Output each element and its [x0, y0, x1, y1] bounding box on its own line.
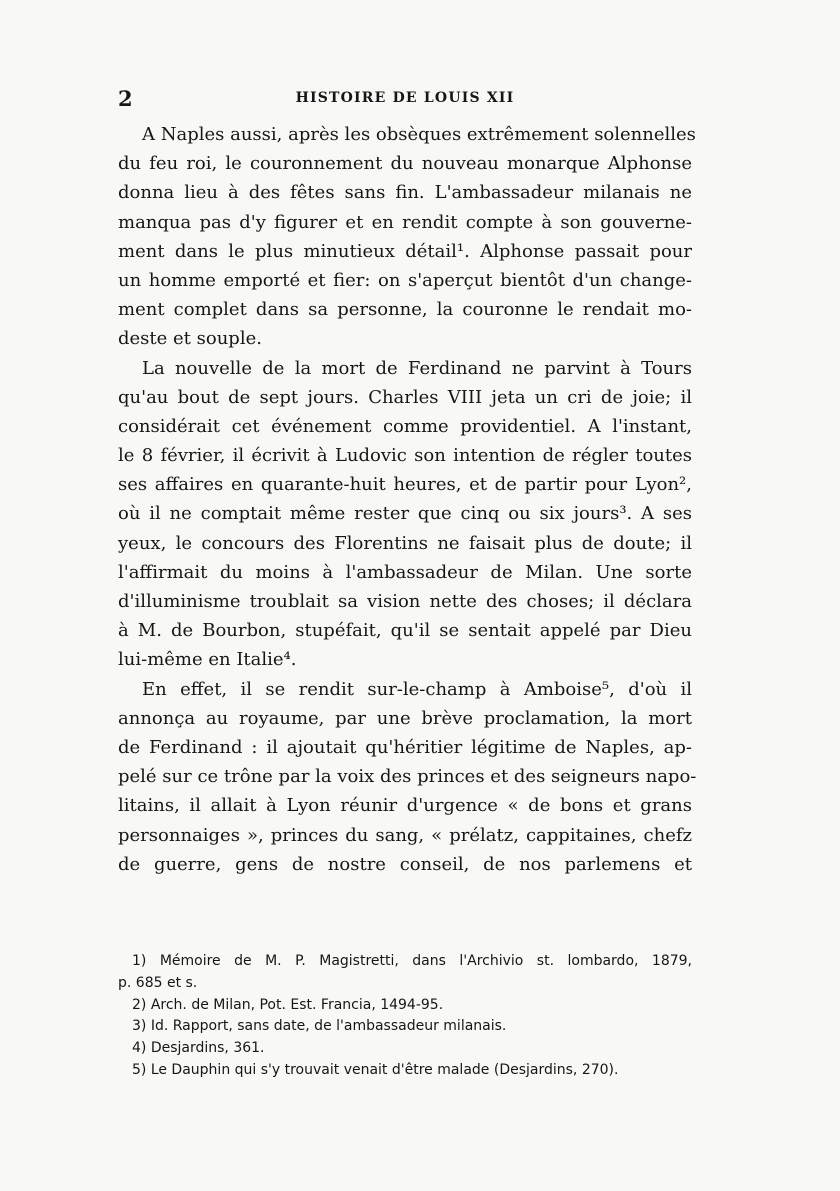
footnote-2: 2) Arch. de Milan, Pot. Est. Francia, 1494-95. — [132, 996, 444, 1013]
page-number: 2 — [118, 86, 133, 111]
text-line: La nouvelle de la mort de Ferdinand ne parvint à Tours — [142, 357, 692, 379]
text-line: lui-même en Italie⁴. — [118, 649, 297, 671]
text-line: un homme emporté et fier: on s'aperçut bientôt d'un change- — [118, 269, 692, 291]
text-line: ment complet dans sa personne, la couronne le rendait mo- — [118, 299, 692, 321]
body-text — [118, 120, 697, 879]
text-line: pelé sur ce trône par la voix des princes et des seigneurs napo- — [118, 766, 697, 788]
page-header — [118, 86, 692, 116]
text-line: yeux, le concours des Florentins ne faisait plus de doute; il — [118, 532, 692, 554]
text-line: donna lieu à des fêtes sans fin. L'ambassadeur milanais ne — [118, 182, 692, 204]
text-line: à M. de Bourbon, stupéfait, qu'il se sentait appelé par Dieu — [118, 620, 692, 642]
text-line: du feu roi, le couronnement du nouveau monarque Alphonse — [118, 153, 692, 175]
text-line: En effet, il se rendit sur-le-champ à Amboise⁵, d'où il — [142, 678, 692, 700]
text-line: personnaiges », princes du sang, « prélatz, cappitaines, chefz — [118, 824, 692, 846]
text-line: de guerre, gens de nostre conseil, de nos parlemens et — [118, 853, 692, 875]
text-line: deste et souple. — [118, 328, 262, 350]
footnotes — [118, 951, 692, 1082]
text-line: ses affaires en quarante-huit heures, et de partir pour Lyon², — [118, 474, 692, 496]
text-line: le 8 février, il écrivit à Ludovic son intention de régler toutes — [118, 445, 692, 467]
text-line: qu'au bout de sept jours. Charles VIII jeta un cri de joie; il — [118, 386, 692, 408]
text-line: de Ferdinand : il ajoutait qu'héritier légitime de Naples, ap- — [118, 736, 692, 758]
footnote-4: 4) Desjardins, 361. — [132, 1040, 265, 1057]
text-line: considérait cet événement comme providentiel. A l'instant, — [118, 415, 692, 437]
footnote-1: 1) Mémoire de M. P. Magistretti, dans l'Archivio st. lombardo, 1879, — [132, 953, 692, 969]
text-line: où il ne comptait même rester que cinq ou six jours³. A ses — [118, 503, 692, 525]
text-line: d'illuminisme troublait sa vision nette des choses; il déclara — [118, 591, 692, 612]
running-title: HISTOIRE DE LOUIS XII — [295, 90, 515, 106]
footnote-1-continued: p. 685 et s. — [118, 974, 198, 991]
text-line: A Naples aussi, après les obsèques extrêmement solennelles — [142, 124, 696, 145]
text-line: ment dans le plus minutieux détail¹. Alphonse passait pour — [118, 240, 692, 262]
footnote-5: 5) Le Dauphin qui s'y trouvait venait d'être malade (Desjardins, 270). — [132, 1061, 619, 1078]
footnote-3: 3) Id. Rapport, sans date, de l'ambassadeur milanais. — [132, 1018, 507, 1035]
text-line: l'affirmait du moins à l'ambassadeur de Milan. Une sorte — [118, 561, 692, 583]
text-line: manqua pas d'y figurer et en rendit compte à son gouverne- — [118, 211, 692, 233]
text-line: litains, il allait à Lyon réunir d'urgence « de bons et grans — [118, 795, 692, 817]
text-line: annonça au royaume, par une brève proclamation, la mort — [118, 707, 692, 729]
